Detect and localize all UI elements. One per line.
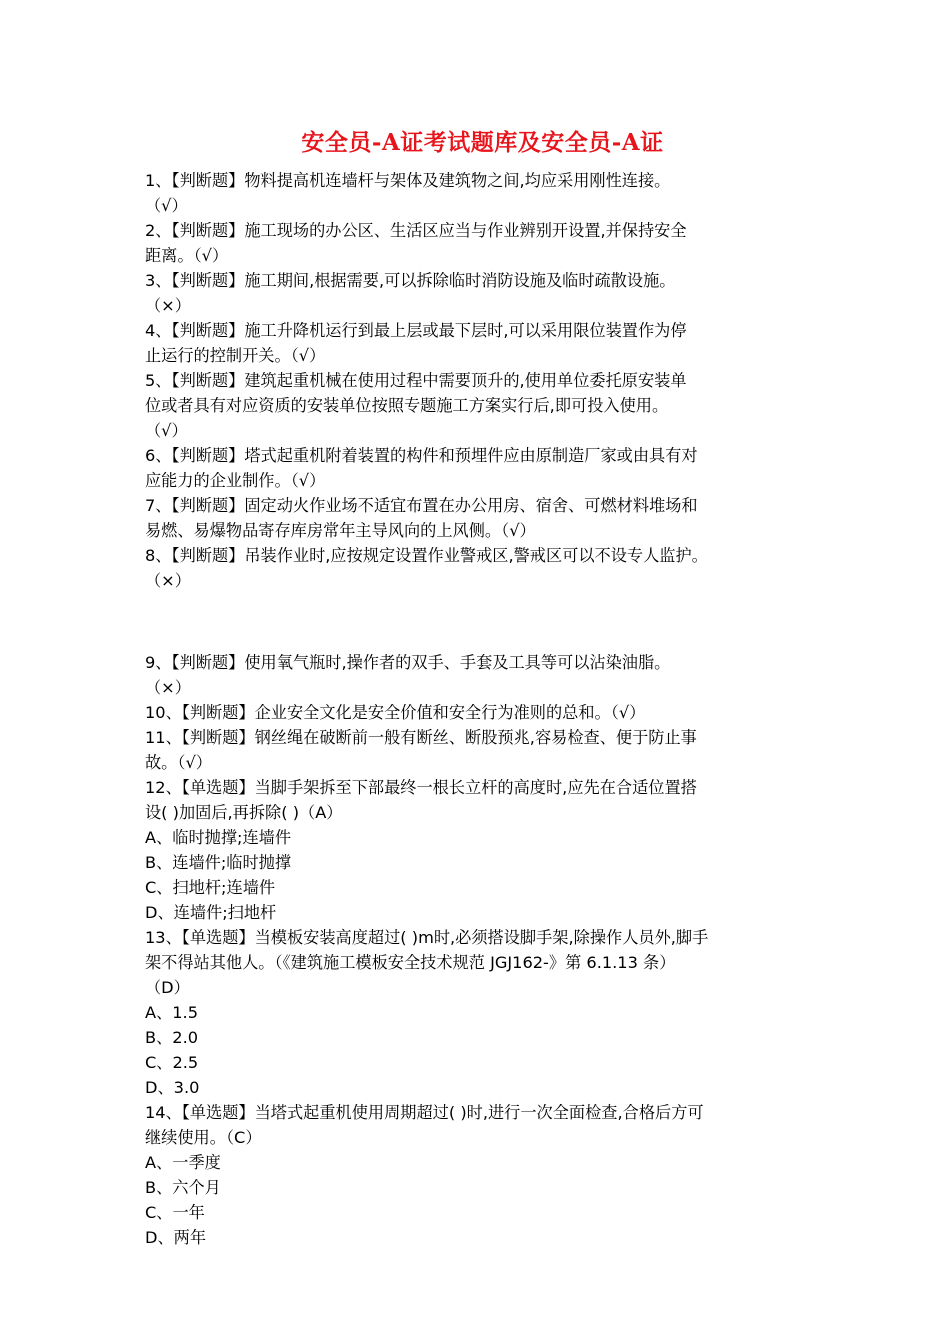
text-line: C、扫地杆;连墙件 xyxy=(145,878,276,897)
text-line: 9、【判断题】使用氧气瓶时,操作者的双手、手套及工具等可以沾染油脂。 xyxy=(145,653,671,672)
text-line: （√） xyxy=(145,421,188,440)
text-line: D、3.0 xyxy=(145,1078,200,1097)
text-line: D、两年 xyxy=(145,1228,207,1247)
text-line: 位或者具有对应资质的安装单位按照专题施工方案实行后,即可投入使用。 xyxy=(145,396,669,415)
text-line: 设( )加固后,再拆除( )（A） xyxy=(145,803,343,822)
text-line: 架不得站其他人。（《建筑施工模板安全技术规范 JGJ162-》第 6.1.13 条） xyxy=(145,953,676,972)
text-line: （D） xyxy=(145,978,190,997)
text-line: （×） xyxy=(145,571,191,590)
text-line: 13、【单选题】当模板安装高度超过( )m时,必须搭设脚手架,除操作人员外,脚手 xyxy=(145,928,709,947)
blank-line xyxy=(145,609,820,634)
text-line: 止运行的控制开关。（√） xyxy=(145,346,326,365)
text-line: 故。（√） xyxy=(145,753,212,772)
text-line: 10、【判断题】企业安全文化是安全价值和安全行为准则的总和。（√） xyxy=(145,703,646,722)
question-list xyxy=(145,168,820,1250)
text-line: 12、【单选题】当脚手架拆至下部最终一根长立杆的高度时,应先在合适位置搭 xyxy=(145,778,697,797)
text-line: 5、【判断题】建筑起重机械在使用过程中需要顶升的,使用单位委托原安装单 xyxy=(145,371,687,390)
text-line: 6、【判断题】塔式起重机附着装置的构件和预埋件应由原制造厂家或由具有对 xyxy=(145,446,698,465)
text-line: B、2.0 xyxy=(145,1028,199,1047)
text-line: （×） xyxy=(145,296,191,315)
text-line: 1、【判断题】物料提高机连墙杆与架体及建筑物之间,均应采用刚性连接。 xyxy=(145,171,671,190)
text-line: D、连墙件;扫地杆 xyxy=(145,903,277,922)
text-line: 8、【判断题】吊装作业时,应按规定设置作业警戒区,警戒区可以不设专人监护。 xyxy=(145,546,708,565)
text-line: 7、【判断题】固定动火作业场不适宜布置在办公用房、宿舍、可燃材料堆场和 xyxy=(145,496,698,515)
text-line: 继续使用。（C） xyxy=(145,1128,262,1147)
text-line: A、临时抛撑;连墙件 xyxy=(145,828,292,847)
text-line: 距离。（√） xyxy=(145,246,229,265)
text-line: B、六个月 xyxy=(145,1178,221,1197)
text-line: （×） xyxy=(145,678,191,697)
document-page xyxy=(145,128,820,1250)
text-line: （√） xyxy=(145,196,188,215)
text-line: C、2.5 xyxy=(145,1053,199,1072)
text-line: 11、【判断题】钢丝绳在破断前一般有断丝、断股预兆,容易检查、便于防止事 xyxy=(145,728,697,747)
text-line: 应能力的企业制作。（√） xyxy=(145,471,326,490)
text-line: B、连墙件;临时抛撑 xyxy=(145,853,292,872)
text-line: C、一年 xyxy=(145,1203,205,1222)
text-line: A、1.5 xyxy=(145,1003,199,1022)
text-line: 14、【单选题】当塔式起重机使用周期超过( )时,进行一次全面检查,合格后方可 xyxy=(145,1103,704,1122)
document-title: 安全员-A证考试题库及安全员-A证 xyxy=(301,129,664,156)
text-line: 2、【判断题】施工现场的办公区、生活区应当与作业辨别开设置,并保持安全 xyxy=(145,221,687,240)
text-line: 3、【判断题】施工期间,根据需要,可以拆除临时消防设施及临时疏散设施。 xyxy=(145,271,676,290)
text-line: 易燃、易爆物品寄存库房常年主导风向的上风侧。（√） xyxy=(145,521,536,540)
text-line: 4、【判断题】施工升降机运行到最上层或最下层时,可以采用限位装置作为停 xyxy=(145,321,687,340)
text-line: A、一季度 xyxy=(145,1153,221,1172)
